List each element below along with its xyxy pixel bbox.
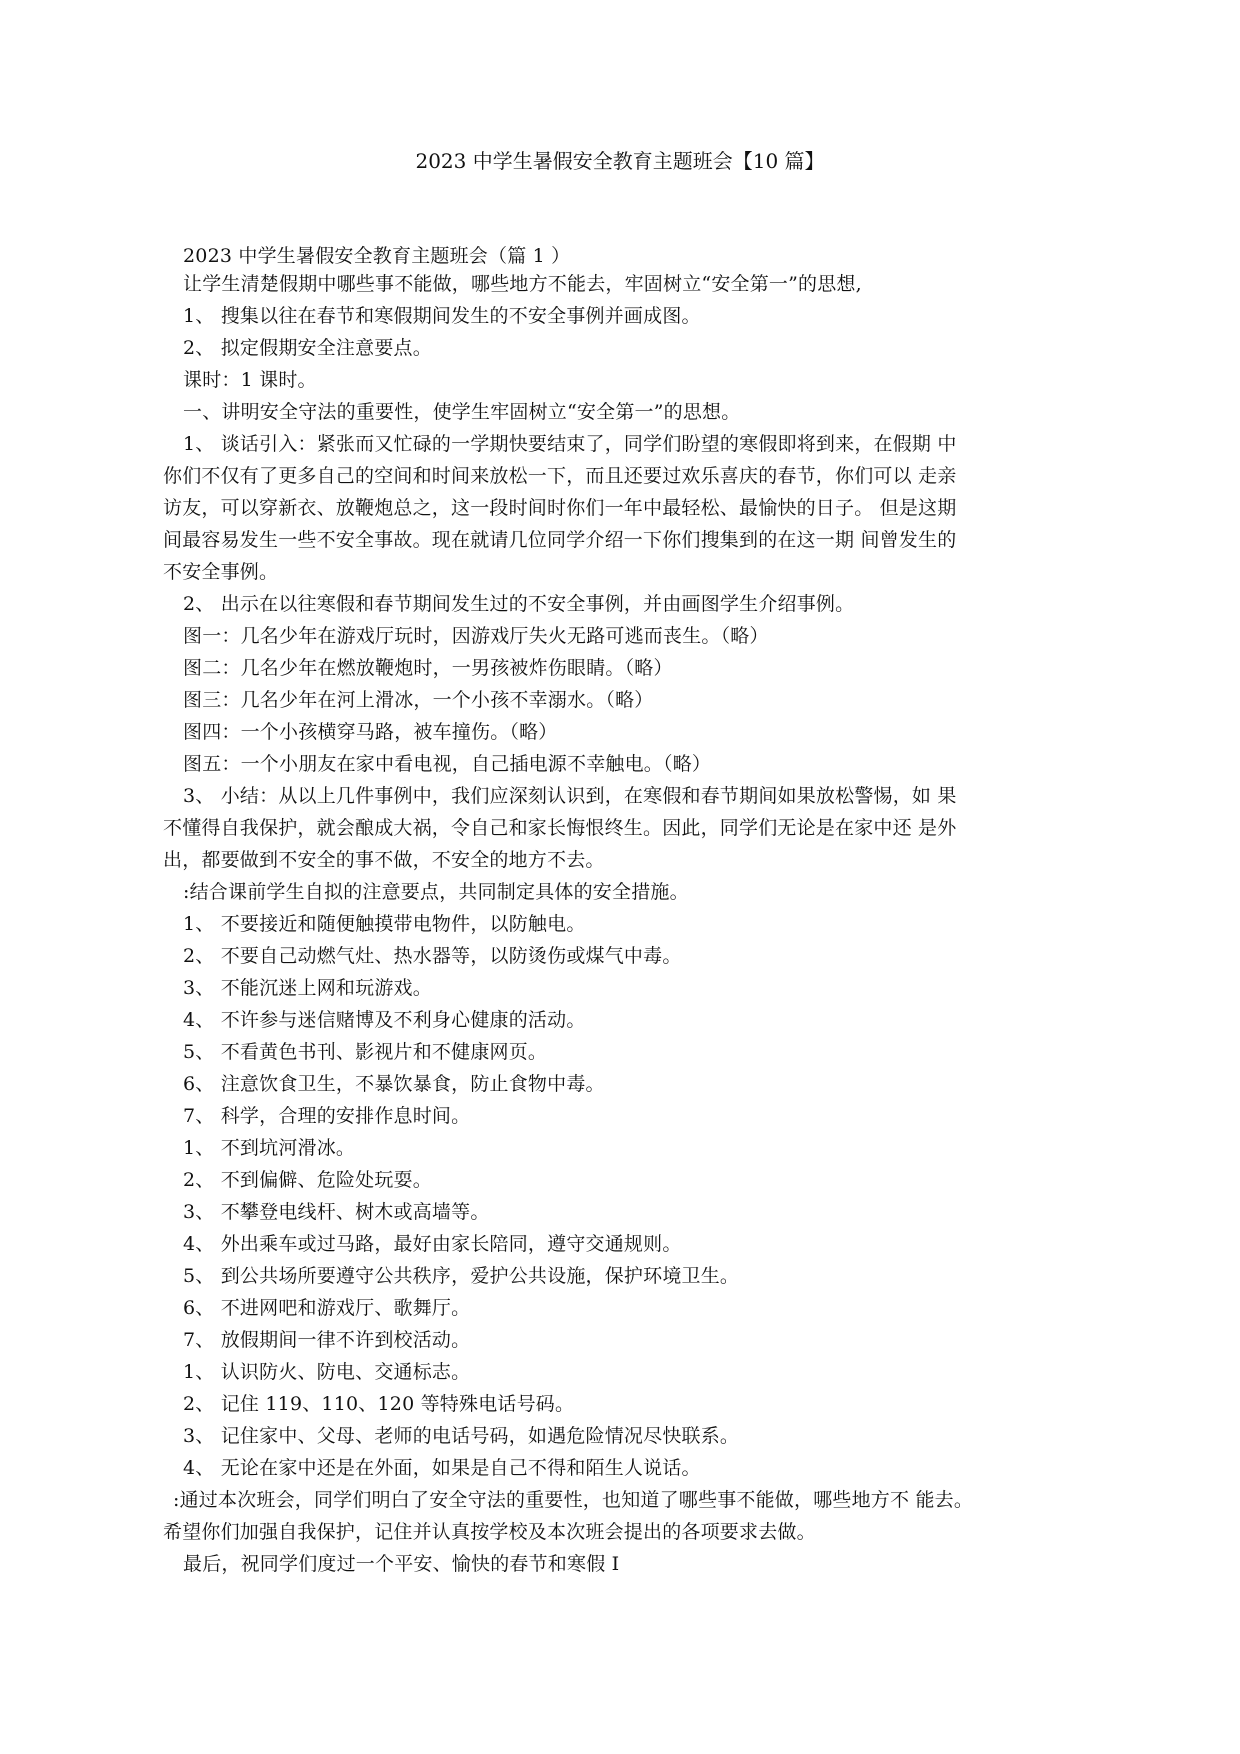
paragraph-line: 2、 出示在以往寒假和春节期间发生过的不安全事例，并由画图学生介绍事例。: [183, 593, 855, 615]
paragraph-line: 3、 小结：从以上几件事例中，我们应深刻认识到，在寒假和春节期间如果放松警惕，如 果: [183, 785, 957, 807]
paragraph-line: 图一：几名少年在游戏厅玩时，因游戏厅失火无路可逃而丧生。（略）: [183, 625, 769, 647]
paragraph-line: :通过本次班会，同学们明白了安全守法的重要性，也知道了哪些事不能做，哪些地方不 能去。: [173, 1489, 974, 1511]
paragraph-line: 2、 记住 119、110、120 等特殊电话号码。: [183, 1393, 575, 1415]
paragraph-line: 1、 谈话引入：紧张而又忙碌的一学期快要结束了，同学们盼望的寒假即将到来，在假期 中: [183, 433, 957, 455]
paragraph-line: 一、讲明安全守法的重要性，使学生牢固树立“安全第一”的思想。: [183, 401, 741, 423]
paragraph-line: 3、 不能沉迷上网和玩游戏。: [183, 977, 432, 999]
paragraph-line: 7、 放假期间一律不许到校活动。: [183, 1329, 471, 1351]
paragraph-line: 4、 无论在家中还是在外面，如果是自己不得和陌生人说话。: [183, 1457, 701, 1479]
paragraph-line: 3、 不攀登电线杆、树木或高墙等。: [183, 1201, 490, 1223]
document-title: 2023 中学生暑假安全教育主题班会【10 篇】: [415, 149, 825, 173]
paragraph-line: 4、 外出乘车或过马路，最好由家长陪同，遵守交通规则。: [183, 1233, 682, 1255]
paragraph-line: 6、 不进网吧和游戏厅、歌舞厅。: [183, 1297, 471, 1319]
paragraph-line: 图二：几名少年在燃放鞭炮时，一男孩被炸伤眼睛。（略）: [183, 657, 673, 679]
paragraph-line: 3、 记住家中、父母、老师的电话号码，如遇危险情况尽快联系。: [183, 1425, 740, 1447]
paragraph-line: 图三：几名少年在河上滑冰，一个小孩不幸溺水。（略）: [183, 689, 654, 711]
paragraph-line: 1、 认识防火、防电、交通标志。: [183, 1361, 471, 1383]
paragraph-line: 出，都要做到不安全的事不做，不安全的地方不去。: [163, 849, 605, 871]
paragraph-line: 1、 不到坑河滑冰。: [183, 1137, 356, 1159]
paragraph-line: 不安全事例。: [163, 561, 279, 583]
paragraph-line: 让学生清楚假期中哪些事不能做，哪些地方不能去，牢固树立“安全第一”的思想,: [183, 273, 862, 295]
paragraph-line: 5、 到公共场所要遵守公共秩序，爱护公共设施，保护环境卫生。: [183, 1265, 740, 1287]
paragraph-line: 2、 不到偏僻、危险处玩耍。: [183, 1169, 432, 1191]
paragraph-line: 1、 不要接近和随便触摸带电物件，以防触电。: [183, 913, 586, 935]
paragraph-line: 图五：一个小朋友在家中看电视，自己插电源不幸触电。（略）: [183, 753, 712, 775]
paragraph-line: 2、 不要自己动燃气灶、热水器等，以防烫伤或煤气中毒。: [183, 945, 682, 967]
paragraph-line: 5、 不看黄色书刊、影视片和不健康网页。: [183, 1041, 548, 1063]
paragraph-line: :结合课前学生自拟的注意要点，共同制定具体的安全措施。: [183, 881, 689, 903]
paragraph-line: 4、 不许参与迷信赌博及不利身心健康的活动。: [183, 1009, 586, 1031]
paragraph-line: 1、 搜集以往在春节和寒假期间发生的不安全事例并画成图。: [183, 305, 701, 327]
paragraph-line: 2、 拟定假期安全注意要点。: [183, 337, 432, 359]
paragraph-line: 6、 注意饮食卫生，不暴饮暴食，防止食物中毒。: [183, 1073, 605, 1095]
paragraph-line: 访友，可以穿新衣、放鞭炮总之，这一段时间时你们一年中最轻松、最愉快的日子。 但是这期: [163, 497, 957, 519]
paragraph-line: 你们不仅有了更多自己的空间和时间来放松一下，而且还要过欢乐喜庆的春节，你们可以 走亲: [163, 465, 957, 487]
paragraph-line: 2023 中学生暑假安全教育主题班会（篇 1 ）: [183, 245, 571, 267]
paragraph-line: 图四：一个小孩横穿马路，被车撞伤。（略）: [183, 721, 558, 743]
paragraph-line: 不懂得自我保护，就会酿成大祸，令自己和家长悔恨终生。因此，同学们无论是在家中还 是外: [163, 817, 957, 839]
paragraph-line: 7、 科学，合理的安排作息时间。: [183, 1105, 471, 1127]
paragraph-line: 最后，祝同学们度过一个平安、愉快的春节和寒假 I: [183, 1553, 620, 1575]
paragraph-line: 课时：1 课时。: [183, 369, 317, 391]
paragraph-line: 间最容易发生一些不安全事故。现在就请几位同学介绍一下你们搜集到的在这一期 间曾发生的: [163, 529, 957, 551]
paragraph-line: 希望你们加强自我保护，记住并认真按学校及本次班会提出的各项要求去做。: [163, 1521, 816, 1543]
